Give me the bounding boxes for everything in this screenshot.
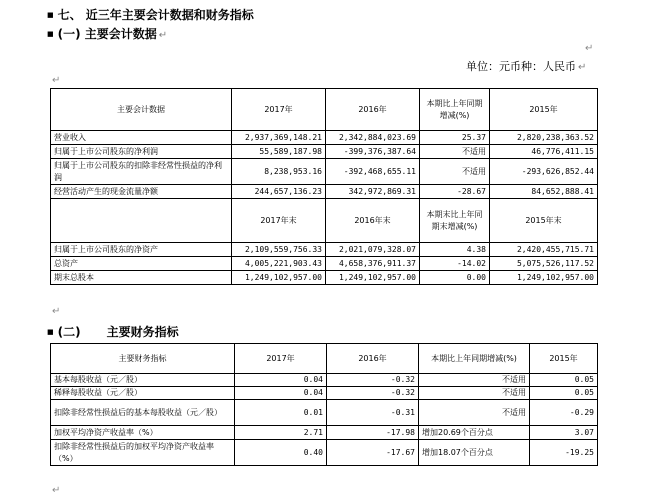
header-cell: 本期比上年同期增减(%) xyxy=(420,89,490,131)
bullet-icon: ■ xyxy=(47,30,54,38)
table-row: 期末总股本 1,249,102,957.00 1,249,102,957.00 0.00 1,249,102,957.00 xyxy=(51,271,598,285)
accounting-data-table xyxy=(50,88,598,285)
unit-label: 单位：元币种：人民币 ↵ xyxy=(466,60,587,73)
subsection-heading-2 xyxy=(47,323,179,340)
header-cell: 2016年 xyxy=(326,89,420,131)
table-header-row xyxy=(51,344,598,374)
header-cell: 2015年末 xyxy=(490,199,598,243)
table-row: 总资产 4,005,221,903.43 4,658,376,911.37 -14.02 5,075,526,117.52 xyxy=(51,257,598,271)
header-cell: 主要会计数据 xyxy=(51,89,232,131)
subsection-number-2: (二) xyxy=(57,325,81,339)
section-heading xyxy=(47,6,254,23)
header-cell xyxy=(51,199,232,243)
table-row: 基本每股收益（元／股） 0.04 -0.32 不适用 0.05 xyxy=(51,374,598,387)
subsection-heading-1 xyxy=(47,25,167,42)
table-row: 归属于上市公司股东的扣除非经常性损益的净利润 8,238,953.16 -392,468,655.11 不适用 -293,626,852.44 xyxy=(51,159,598,185)
paragraph-mark-icon: ↵ xyxy=(52,306,61,317)
subsection-title-2: 主要财务指标 xyxy=(106,325,179,339)
header-cell: 2017年 xyxy=(235,344,327,374)
header-cell: 2015年 xyxy=(490,89,598,131)
header-cell: 2017年 xyxy=(232,89,326,131)
subsection-title-1: (一) 主要会计数据 xyxy=(57,27,157,41)
paragraph-mark-icon: ↵ xyxy=(52,485,61,496)
financial-indicators-table xyxy=(50,343,598,466)
header-cell: 2016年 xyxy=(327,344,419,374)
header-cell: 2017年末 xyxy=(232,199,326,243)
table-row: 加权平均净资产收益率（%） 2.71 -17.98 增加20.69个百分点 3.07 xyxy=(51,426,598,440)
paragraph-mark-icon: ↵ xyxy=(578,62,587,73)
header-cell: 2016年末 xyxy=(326,199,420,243)
paragraph-mark-icon: ↵ xyxy=(158,30,168,41)
bullet-icon: ■ xyxy=(47,328,54,336)
table-row: 营业收入 2,937,369,148.21 2,342,884,023.69 25.37 2,820,238,363.52 xyxy=(51,131,598,145)
table-header-row xyxy=(51,89,598,131)
header-cell: 本期比上年同期增减(%) xyxy=(419,344,530,374)
bullet-icon: ■ xyxy=(47,11,54,19)
table-row: 归属于上市公司股东的净利润 55,589,187.98 -399,376,387.64 不适用 46,776,411.15 xyxy=(51,145,598,159)
paragraph-mark-icon: ↵ xyxy=(585,43,594,54)
header-cell: 本期末比上年同期末增减(%) xyxy=(420,199,490,243)
header-cell: 主要财务指标 xyxy=(51,344,235,374)
paragraph-mark-icon: ↵ xyxy=(52,75,61,86)
table-row: 扣除非经常性损益后的基本每股收益（元／股） 0.01 -0.31 不适用 -0.29 xyxy=(51,400,598,426)
table-row: 归属于上市公司股东的净资产 2,109,559,756.33 2,021,079,328.07 4.38 2,420,455,715.71 xyxy=(51,243,598,257)
table-row: 经营活动产生的现金流量净额 244,657,136.23 342,972,869.31 -28.67 84,652,888.41 xyxy=(51,185,598,199)
table-row: 稀释每股收益（元／股） 0.04 -0.32 不适用 0.05 xyxy=(51,387,598,400)
header-cell: 2015年 xyxy=(530,344,598,374)
table-header-row xyxy=(51,199,598,243)
table-row: 扣除非经常性损益后的加权平均净资产收益率（%） 0.40 -17.67 增加18.07个百分点 -19.25 xyxy=(51,440,598,466)
section-title: 七、 近三年主要会计数据和财务指标 xyxy=(57,8,254,22)
